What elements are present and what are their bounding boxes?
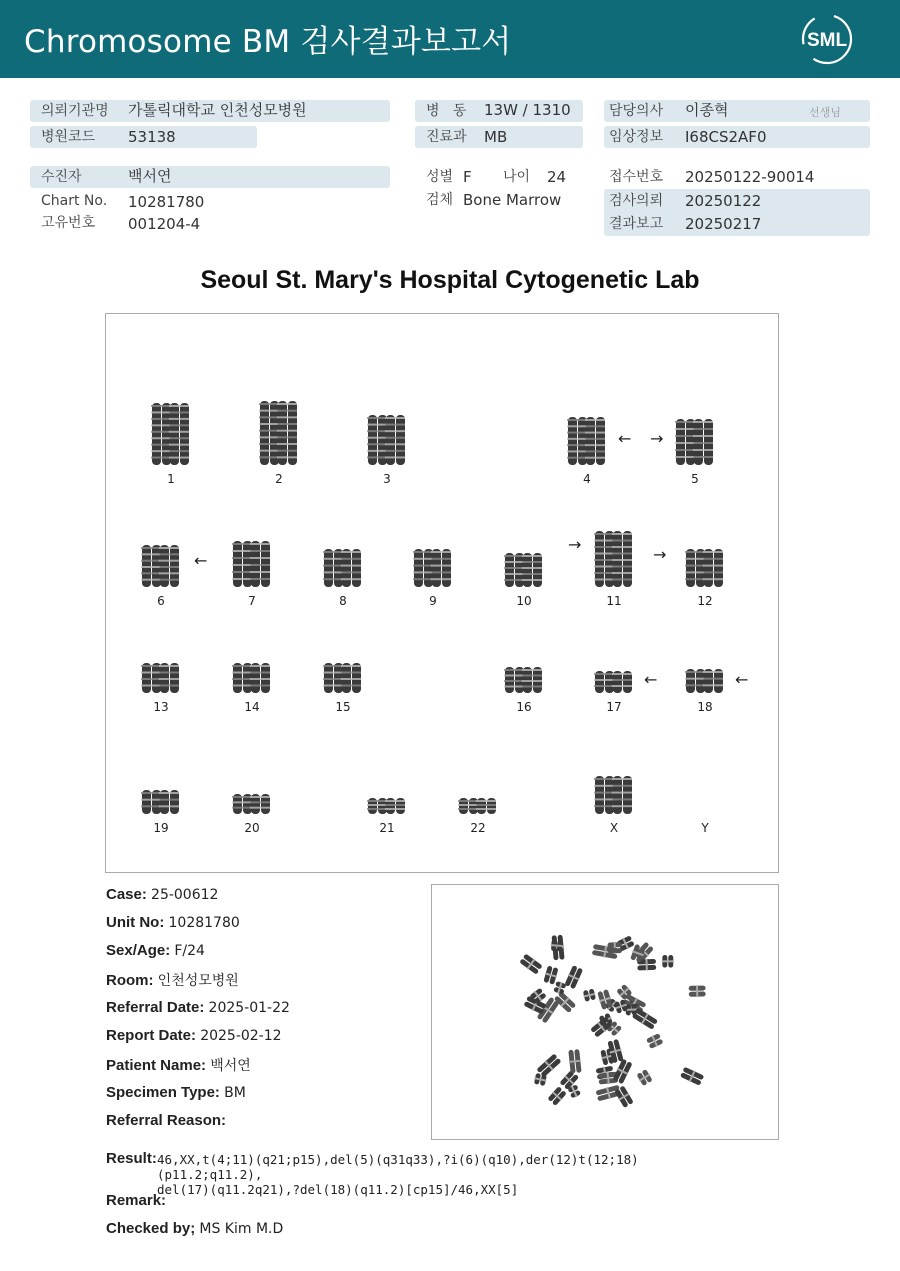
metaphase-image xyxy=(431,884,779,1140)
metaphase-chromosome xyxy=(646,1033,664,1050)
chromosome-pair xyxy=(452,797,504,815)
report-date-row xyxy=(106,1027,282,1044)
sex-value: F xyxy=(463,168,472,186)
chromosome-label: 2 xyxy=(275,472,283,486)
metaphase-chromosome xyxy=(568,1049,582,1074)
metaphase-chromosome xyxy=(582,988,596,1002)
unit-label: Unit No: xyxy=(106,914,165,931)
pill-patient xyxy=(30,166,390,188)
hosp-code-value: 53138 xyxy=(128,128,176,146)
specimen-type-value: BM xyxy=(224,1085,246,1101)
checked-value: MS Kim M.D xyxy=(199,1221,284,1237)
metaphase-chromosome xyxy=(519,953,543,975)
chromosome-label: 10 xyxy=(516,594,532,608)
chromosome xyxy=(685,549,705,587)
chromosome-pair xyxy=(226,540,278,588)
chromosome-label: 18 xyxy=(697,700,713,714)
chromosome xyxy=(594,776,614,814)
chromosome-pair xyxy=(226,662,278,694)
chromosome-label: 11 xyxy=(606,594,622,608)
referral-date-label: Referral Date: xyxy=(106,999,205,1016)
chromosome-label: 15 xyxy=(335,700,351,714)
sexage-row xyxy=(106,942,205,959)
chromosome xyxy=(277,401,297,465)
chromosome-pair xyxy=(561,416,613,466)
report-date-value: 2025-02-12 xyxy=(200,1028,282,1044)
chromosome xyxy=(675,419,695,465)
arrow-right-icon: → xyxy=(568,535,582,554)
patient-label: 수진자 xyxy=(41,169,82,185)
specimen-type-label: Specimen Type: xyxy=(106,1084,220,1101)
chromosome-label: 22 xyxy=(470,821,486,835)
chromosome xyxy=(612,531,632,587)
chromosome xyxy=(703,549,723,587)
receipt-value: 20250122-90014 xyxy=(685,168,815,186)
sex-label: 성별 xyxy=(426,169,454,185)
referral-reason-row xyxy=(106,1112,226,1129)
arrow-right-icon: → xyxy=(653,545,667,564)
room-value: 인천성모병원 xyxy=(157,973,239,989)
chromosome xyxy=(385,415,405,465)
result-line-2: del(17)(q11.2q21),?del(18)(q11.2)[cp15]/46,XX[5] xyxy=(157,1182,519,1197)
chromosome-label: 3 xyxy=(383,472,391,486)
chromosome xyxy=(141,663,161,693)
case-row xyxy=(106,886,218,903)
result-line-1: 46,XX,t(4;11)(q21;p15),del(5)(q31q33),?i(6)(q10),der(12)t(12;18)(p11.2;q11.2), xyxy=(157,1152,639,1182)
chromosome xyxy=(612,776,632,814)
age-label: 나이 xyxy=(503,169,531,185)
chromosome-pair xyxy=(669,418,721,466)
chromosome xyxy=(250,541,270,587)
chromosome-pair xyxy=(588,775,640,815)
arrow-left-icon: ← xyxy=(644,670,658,689)
chromosome-pair xyxy=(498,666,550,694)
remark-label: Remark: xyxy=(106,1192,167,1209)
chromosome-label: 16 xyxy=(516,700,532,714)
chromosome xyxy=(522,667,542,693)
chromosome-label: 6 xyxy=(157,594,165,608)
lab-title: Seoul St. Mary's Hospital Cytogenetic Lab xyxy=(200,266,700,294)
chromosome-pair xyxy=(253,400,305,466)
chromosome xyxy=(385,798,405,814)
age-value: 24 xyxy=(547,168,567,186)
chromosome xyxy=(169,403,189,465)
chromosome-pair xyxy=(135,544,187,588)
chromosome-label: 21 xyxy=(379,821,395,835)
chromosome-pair xyxy=(407,548,459,588)
chromosome-pair xyxy=(588,530,640,588)
clinical-value: I68CS2AF0 xyxy=(685,128,767,146)
chromosome-label: 13 xyxy=(153,700,169,714)
request-label: 검사의뢰 xyxy=(609,193,664,209)
arrow-left-icon: ← xyxy=(618,429,632,448)
chromosome-label: 17 xyxy=(606,700,622,714)
chromosome-pair xyxy=(588,670,640,694)
chromosome xyxy=(685,669,705,693)
svg-text:SML: SML xyxy=(806,30,848,51)
referral-date-row xyxy=(106,999,290,1016)
chromosome xyxy=(367,415,387,465)
chromosome xyxy=(141,545,161,587)
specimen-type-row xyxy=(106,1084,246,1101)
metaphase-chromosome xyxy=(547,1086,567,1107)
chromosome xyxy=(612,671,632,693)
chromosome xyxy=(585,417,605,465)
chromosome xyxy=(159,790,179,814)
case-value: 25-00612 xyxy=(151,887,219,903)
chromosome xyxy=(476,798,496,814)
doctor-label: 담당의사 xyxy=(609,103,664,119)
chromosome-label: 7 xyxy=(248,594,256,608)
patient-value: 백서연 xyxy=(128,167,172,185)
chromosome-pair xyxy=(679,548,731,588)
chromosome xyxy=(431,549,451,587)
chromosome-label: 8 xyxy=(339,594,347,608)
chart-no-value: 10281780 xyxy=(128,193,205,211)
arrow-right-icon: → xyxy=(650,429,664,448)
patient-name-value: 백서연 xyxy=(210,1058,251,1074)
chart-no-label: Chart No. xyxy=(41,193,108,209)
report-value: 20250217 xyxy=(685,215,762,233)
result-karyotype xyxy=(157,1152,717,1197)
metaphase-chromosome xyxy=(543,965,559,985)
chromosome-pair xyxy=(135,789,187,815)
chromosome-pair xyxy=(361,414,413,466)
remark-row xyxy=(106,1192,166,1209)
doctor-value: 이종혁 xyxy=(685,101,729,119)
report-header xyxy=(0,0,900,78)
chromosome-label: X xyxy=(609,821,619,835)
metaphase-chromosome xyxy=(564,965,584,990)
metaphase-chromosome xyxy=(680,1066,705,1086)
metaphase-chromosome xyxy=(553,981,567,996)
doctor-suffix: 선생님 xyxy=(809,106,841,119)
chromosome xyxy=(323,663,343,693)
chromosome xyxy=(341,549,361,587)
chromosome xyxy=(259,401,279,465)
chromosome-label: 5 xyxy=(691,472,699,486)
metaphase-chromosome xyxy=(636,1069,653,1087)
chromosome xyxy=(323,549,343,587)
chromosome-pair xyxy=(145,402,197,466)
referring-inst-value: 가톨릭대학교 인천성모병원 xyxy=(128,101,307,119)
chromosome xyxy=(458,798,478,814)
clinical-label: 임상정보 xyxy=(609,129,664,145)
patient-name-label: Patient Name: xyxy=(106,1057,207,1074)
chromosome-label: 12 xyxy=(697,594,713,608)
report-date-label: Report Date: xyxy=(106,1027,197,1044)
chromosome xyxy=(232,794,252,814)
chromosome xyxy=(594,531,614,587)
chromosome xyxy=(367,798,387,814)
chromosome-label: 20 xyxy=(244,821,260,835)
chromosome-pair xyxy=(135,662,187,694)
chromosome xyxy=(594,671,614,693)
chromosome-label: 1 xyxy=(167,472,175,486)
receipt-label: 접수번호 xyxy=(609,169,664,185)
case-label: Case: xyxy=(106,886,147,903)
metaphase-chromosome xyxy=(662,955,674,968)
dept-value: MB xyxy=(484,128,508,146)
chromosome-pair xyxy=(226,793,278,815)
specimen-label: 검체 xyxy=(426,192,454,208)
chromosome-label: 14 xyxy=(244,700,260,714)
sexage-value: F/24 xyxy=(174,943,205,959)
chromosome-pair xyxy=(498,552,550,588)
specimen-value: Bone Marrow xyxy=(463,191,562,209)
karyotype-panel xyxy=(105,313,779,873)
sexage-label: Sex/Age: xyxy=(106,942,171,959)
dept-label: 진료과 xyxy=(426,129,467,145)
chromosome xyxy=(159,663,179,693)
chromosome-label: 9 xyxy=(429,594,437,608)
chromosome-label: Y xyxy=(701,821,709,835)
ward-label: 병 동 xyxy=(426,103,467,119)
metaphase-chromosome xyxy=(689,985,706,997)
chromosome-pair xyxy=(361,797,413,815)
hosp-code-label: 병원코드 xyxy=(41,129,96,145)
chromosome xyxy=(232,663,252,693)
chromosome xyxy=(504,667,524,693)
unit-value: 10281780 xyxy=(168,915,240,931)
chromosome xyxy=(693,419,713,465)
arrow-left-icon: ← xyxy=(735,670,749,689)
chromosome xyxy=(250,794,270,814)
chromosome xyxy=(159,545,179,587)
chromosome xyxy=(567,417,587,465)
chromosome-pair xyxy=(679,668,731,694)
sml-logo xyxy=(800,12,854,66)
referring-inst-label: 의뢰기관명 xyxy=(41,103,109,119)
unique-no-value: 001204-4 xyxy=(128,215,201,233)
report-label: 결과보고 xyxy=(609,216,664,232)
referral-reason-label: Referral Reason: xyxy=(106,1112,227,1129)
arrow-left-icon: ← xyxy=(194,551,208,570)
room-row xyxy=(106,970,239,990)
chromosome-label: 19 xyxy=(153,821,169,835)
checked-row xyxy=(106,1220,283,1237)
chromosome xyxy=(504,553,524,587)
unit-row xyxy=(106,914,240,931)
chromosome xyxy=(141,790,161,814)
chromosome xyxy=(250,663,270,693)
checked-label: Checked by; xyxy=(106,1220,196,1237)
request-value: 20250122 xyxy=(685,192,762,210)
chromosome-pair xyxy=(317,548,369,588)
chromosome xyxy=(232,541,252,587)
chromosome-label: 4 xyxy=(583,472,591,486)
chromosome xyxy=(703,669,723,693)
chromosome xyxy=(522,553,542,587)
chromosome xyxy=(341,663,361,693)
room-label: Room: xyxy=(106,972,154,989)
ward-value: 13W / 1310 xyxy=(484,101,571,119)
result-label: Result: xyxy=(106,1150,157,1167)
unique-no-label: 고유번호 xyxy=(41,215,96,231)
referral-date-value: 2025-01-22 xyxy=(208,1000,290,1016)
report-title: Chromosome BM 검사결과보고서 xyxy=(24,24,512,60)
chromosome-pair xyxy=(317,662,369,694)
patient-name-row xyxy=(106,1055,251,1075)
chromosome xyxy=(413,549,433,587)
chromosome xyxy=(151,403,171,465)
